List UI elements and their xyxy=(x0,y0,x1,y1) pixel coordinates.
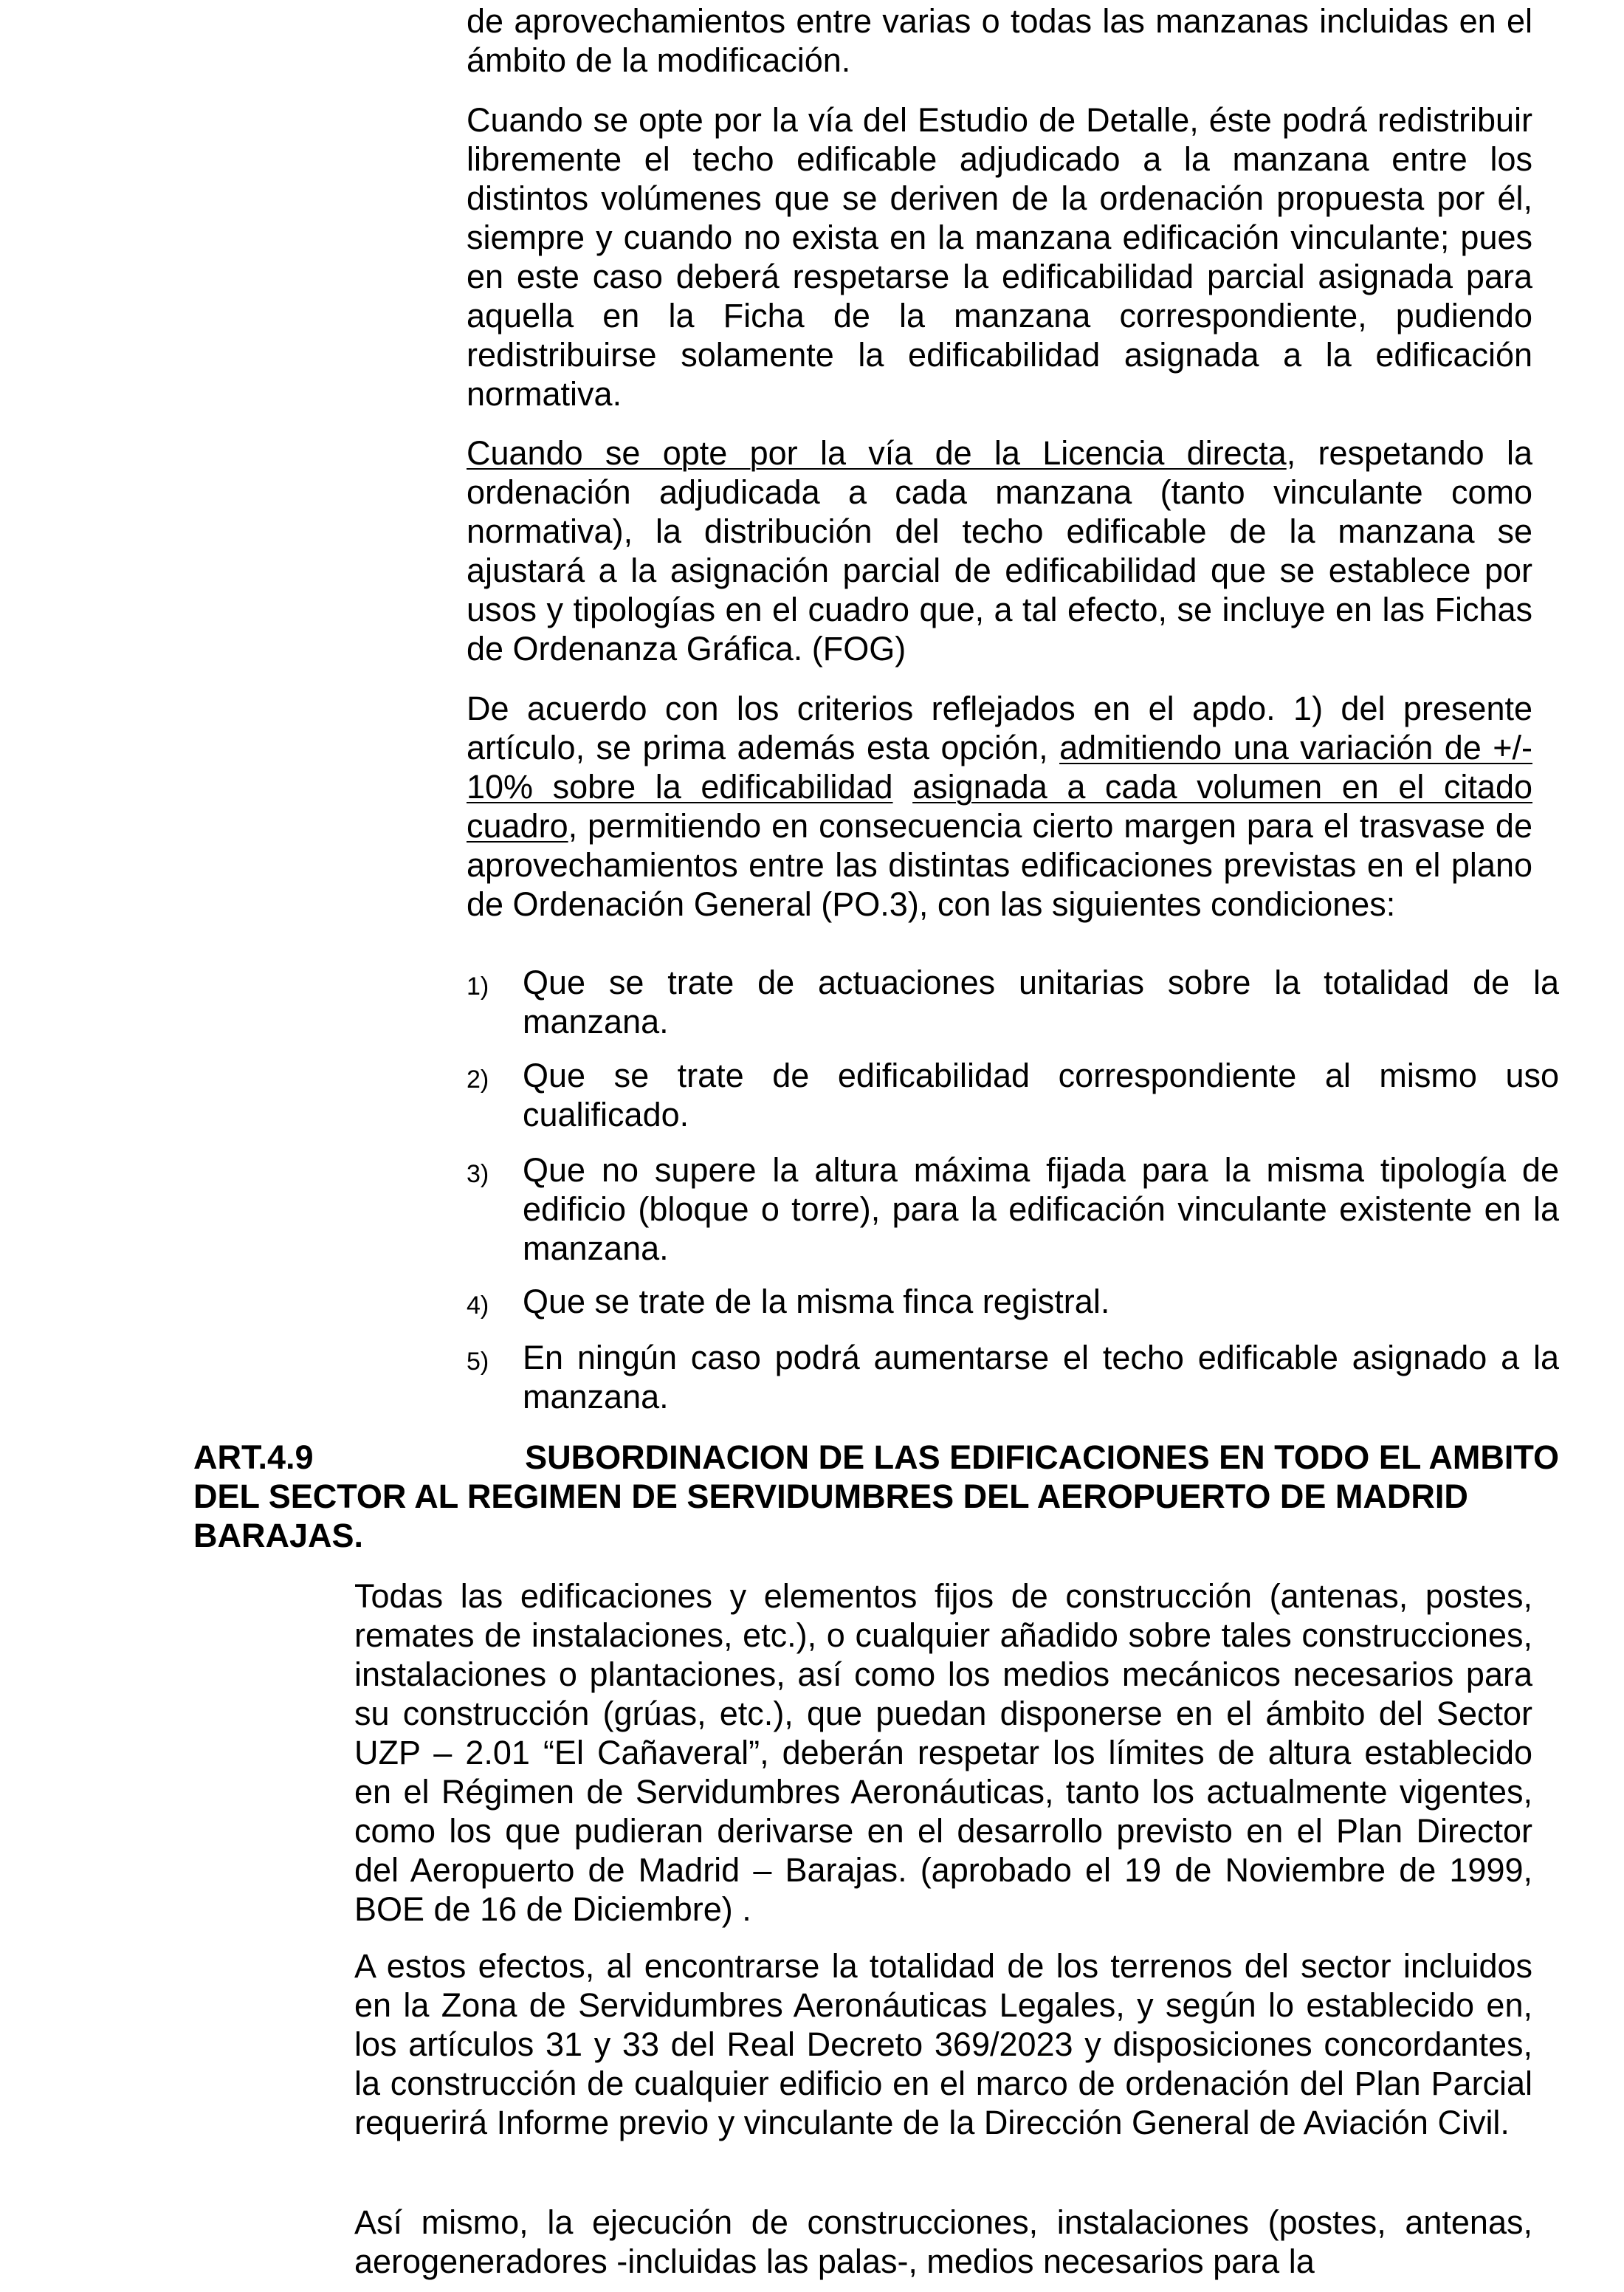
paragraph-variacion xyxy=(467,689,1532,924)
condition-number: 1) xyxy=(467,972,489,1001)
article-heading xyxy=(193,1438,1559,1555)
condition-number: 4) xyxy=(467,1291,489,1320)
condition-number: 5) xyxy=(467,1348,489,1376)
underlined-text: admitiendo una variación de +/- 10% sobre la edificabilidad xyxy=(467,729,1532,806)
condition-text: Que se trate de la misma finca registral. xyxy=(523,1283,1110,1320)
article-title-rest: DEL SECTOR AL REGIMEN DE SERVIDUMBRES DEL AEROPUERTO DE MADRID BARAJAS. xyxy=(193,1478,1468,1554)
paragraph-continuation: de aprovechamientos entre varias o todas las manzanas incluidas en el ámbito de la modificación. xyxy=(467,2,1532,79)
paragraph-licencia-directa xyxy=(467,433,1532,668)
paragraph-text: , permitiendo en consecuencia cierto margen para el trasvase de aprovechamientos entre las distintas edificaciones previstas en el plano de Ordenación General (PO.3), con las siguientes condiciones: xyxy=(467,807,1532,923)
condition-number: 3) xyxy=(467,1160,489,1188)
paragraph-text: , respetando la ordenación adjudicada a cada manzana (tanto vinculante como normativa), la distribución del techo edificable de la manzana se ajustará a la asignación parcial de edificabilidad que se establece por usos y tipologías en el cuadro que, a tal efecto, se incluye en las Fichas de Ordenanza Gráfica. (FOG) xyxy=(467,434,1532,668)
condition-text: Que se trate de actuaciones unitarias sobre la totalidad de la manzana. xyxy=(523,964,1559,1040)
condition-text: Que no supere la altura máxima fijada para la misma tipología de edificio (bloque o torre), para la edificación vinculante existente en la manzana. xyxy=(523,1151,1559,1267)
article-title-line1: SUBORDINACION DE LAS EDIFICACIONES EN TODO EL AMBITO xyxy=(525,1438,1559,1476)
condition-text: En ningún caso podrá aumentarse el techo edificable asignado a la manzana. xyxy=(523,1339,1559,1416)
article-body-paragraph: Así mismo, la ejecución de construcciones, instalaciones (postes, antenas, aerogeneradores -incluidas las palas-, medios necesarios para la xyxy=(354,2203,1532,2280)
underlined-text: Cuando se opte por la vía de la Licencia directa xyxy=(467,434,1287,472)
paragraph-estudio-detalle: Cuando se opte por la vía del Estudio de Detalle, éste podrá redistribuir libremente el techo edificable adjudicado a la manzana entre los distintos volúmenes que se deriven de la ordenación propuesta por él, siempre y cuando no exista en la manzana edificación vinculante; pues en este caso deberá respetarse la edificabilidad parcial asignada para aquella en la Ficha de la manzana correspondiente, pudiendo redistribuirse solamente la edificabilidad asignada a la edificación normativa. xyxy=(467,101,1532,413)
condition-text: Que se trate de edificabilidad correspondiente al mismo uso cualificado. xyxy=(523,1057,1559,1133)
article-body-paragraph: Todas las edificaciones y elementos fijos de construcción (antenas, postes, remates de instalaciones, etc.), o cualquier añadido sobre tales construcciones, instalaciones o plantaciones, así como los medios mecánicos necesarios para su construcción (grúas, etc.), que puedan disponerse en el ámbito del Sector UZP – 2.01 “El Cañaveral”, deberán respetar los límites de altura establecido en el Régimen de Servidumbres Aeronáuticas, tanto los actualmente vigentes, como los que pudieran derivarse en el desarrollo previsto en el Plan Director del Aeropuerto de Madrid – Barajas. (aprobado el 19 de Noviembre de 1999, BOE de 16 de Diciembre) . xyxy=(354,1577,1532,1928)
paragraph-text: De acuerdo con los criterios reflejados en el apdo. 1) del presente artículo, se prima además esta opción, xyxy=(467,690,1532,766)
condition-number: 2) xyxy=(467,1066,489,1094)
underlined-text: asignada a cada volumen en el citado cuadro xyxy=(467,768,1533,845)
article-body-paragraph: A estos efectos, al encontrarse la totalidad de los terrenos del sector incluidos en la Zona de Servidumbres Aeronáuticas Legales, y según lo establecido en, los artículos 31 y 33 del Real Decreto 369/2023 y disposiciones concordantes, la construcción de cualquier edificio en el marco de ordenación del Plan Parcial requerirá Informe previo y vinculante de la Dirección General de Aviación Civil. xyxy=(354,1947,1532,2141)
article-number: ART.4.9 xyxy=(193,1438,314,1476)
paragraph-text xyxy=(893,768,913,806)
